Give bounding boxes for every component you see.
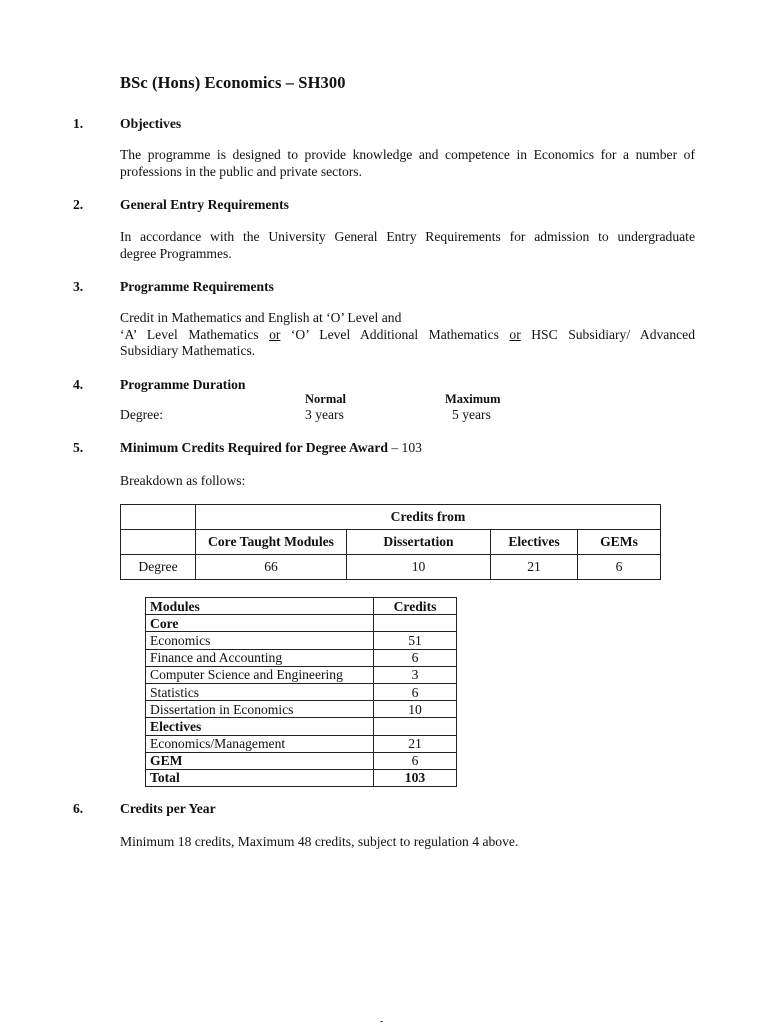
module-name: GEM <box>146 752 374 769</box>
value-core-taught: 66 <box>196 555 347 580</box>
table-row <box>146 598 457 615</box>
module-credits: 6 <box>374 683 457 700</box>
section-heading-duration: Programme Duration <box>120 377 246 392</box>
module-credits: 103 <box>374 769 457 786</box>
objectives-paragraph <box>120 147 695 180</box>
min-credits-value: – 103 <box>387 440 422 455</box>
table-row <box>146 683 457 700</box>
section-number-3: 3. <box>73 279 84 294</box>
module-name: Finance and Accounting <box>146 649 374 666</box>
module-name: Dissertation in Economics <box>146 701 374 718</box>
duration-normal-label: Normal <box>305 392 346 406</box>
section-heading-credits-per-year: Credits per Year <box>120 801 216 816</box>
min-credits-heading-text: Minimum Credits Required for Degree Award <box>120 440 388 455</box>
section-number-1: 1. <box>73 116 84 131</box>
objectives-line-2: professions in the public and private sectors. <box>120 163 362 179</box>
header-dissertation: Dissertation <box>347 530 491 555</box>
section-heading-objectives: Objectives <box>120 116 182 131</box>
section-heading-min-credits <box>120 440 422 456</box>
prog-req-text-b: ‘O’ Level Additional Mathematics <box>280 326 510 342</box>
credits-header: Credits <box>374 598 457 615</box>
prog-req-text-c: HSC Subsidiary/ Advanced <box>520 326 695 342</box>
section-number-4: 4. <box>73 377 84 392</box>
value-electives: 21 <box>491 555 578 580</box>
module-credits: 51 <box>374 632 457 649</box>
document-title: BSc (Hons) Economics – SH300 <box>120 73 346 92</box>
table-row <box>121 555 661 580</box>
duration-maximum-label: Maximum <box>445 392 501 406</box>
module-credits: 6 <box>374 649 457 666</box>
duration-maximum-value: 5 years <box>452 407 491 422</box>
table-cell-empty <box>121 530 196 555</box>
table-row <box>146 701 457 718</box>
entry-line-1: In accordance with the University General Entry Requirements for admission to undergraduate <box>120 229 695 244</box>
credits-from-header: Credits from <box>196 505 661 530</box>
header-electives: Electives <box>491 530 578 555</box>
header-gems: GEMs <box>578 530 661 555</box>
table-row <box>121 505 661 530</box>
prog-req-line-1: Credit in Mathematics and English at ‘O’ Level and <box>120 310 402 325</box>
value-dissertation: 10 <box>347 555 491 580</box>
duration-normal-value: 3 years <box>305 407 344 422</box>
section-number-5: 5. <box>73 440 84 455</box>
breakdown-intro: Breakdown as follows: <box>120 473 246 488</box>
section-number-6: 6. <box>73 801 84 816</box>
modules-table <box>145 597 457 787</box>
table-row <box>146 735 457 752</box>
module-name: Economics <box>146 632 374 649</box>
table-row <box>146 769 457 786</box>
duration-row-label: Degree: <box>120 407 164 422</box>
credits-breakdown-table <box>120 504 661 580</box>
table-cell-empty <box>121 505 196 530</box>
module-name: Core <box>146 615 374 632</box>
module-name: Economics/Management <box>146 735 374 752</box>
header-core-taught: Core Taught Modules <box>196 530 347 555</box>
module-credits: 6 <box>374 752 457 769</box>
module-name: Total <box>146 769 374 786</box>
prog-req-line-3: Subsidiary Mathematics. <box>120 343 256 358</box>
value-gems: 6 <box>578 555 661 580</box>
module-name: Statistics <box>146 683 374 700</box>
credits-per-year-text: Minimum 18 credits, Maximum 48 credits, subject to regulation 4 above. <box>120 834 519 849</box>
module-credits: 21 <box>374 735 457 752</box>
module-credits <box>374 718 457 735</box>
section-number-2: 2. <box>73 197 84 212</box>
table-row <box>146 752 457 769</box>
module-credits: 10 <box>374 701 457 718</box>
section-heading-programme-requirements: Programme Requirements <box>120 279 274 294</box>
prog-req-or-2: or <box>509 326 521 342</box>
prog-req-or-1: or <box>269 326 281 342</box>
table-row <box>146 666 457 683</box>
table-row <box>146 718 457 735</box>
programme-requirements-paragraph <box>120 310 695 360</box>
module-credits: 3 <box>374 666 457 683</box>
module-name: Electives <box>146 718 374 735</box>
page-number: - <box>380 1016 384 1027</box>
objectives-line-1: The programme is designed to provide knowledge and competence in Economics for a number of <box>120 147 695 162</box>
table-row <box>146 649 457 666</box>
table-row <box>146 615 457 632</box>
table-row <box>121 530 661 555</box>
prog-req-text-a: ‘A’ Level Mathematics <box>120 326 270 342</box>
entry-line-2: degree Programmes. <box>120 245 232 261</box>
table-row <box>146 632 457 649</box>
entry-paragraph <box>120 229 695 262</box>
module-name: Computer Science and Engineering <box>146 666 374 683</box>
modules-header: Modules <box>146 598 374 615</box>
section-heading-entry: General Entry Requirements <box>120 197 289 212</box>
prog-req-line-2 <box>120 327 695 344</box>
module-credits <box>374 615 457 632</box>
row-label-degree: Degree <box>121 555 196 580</box>
